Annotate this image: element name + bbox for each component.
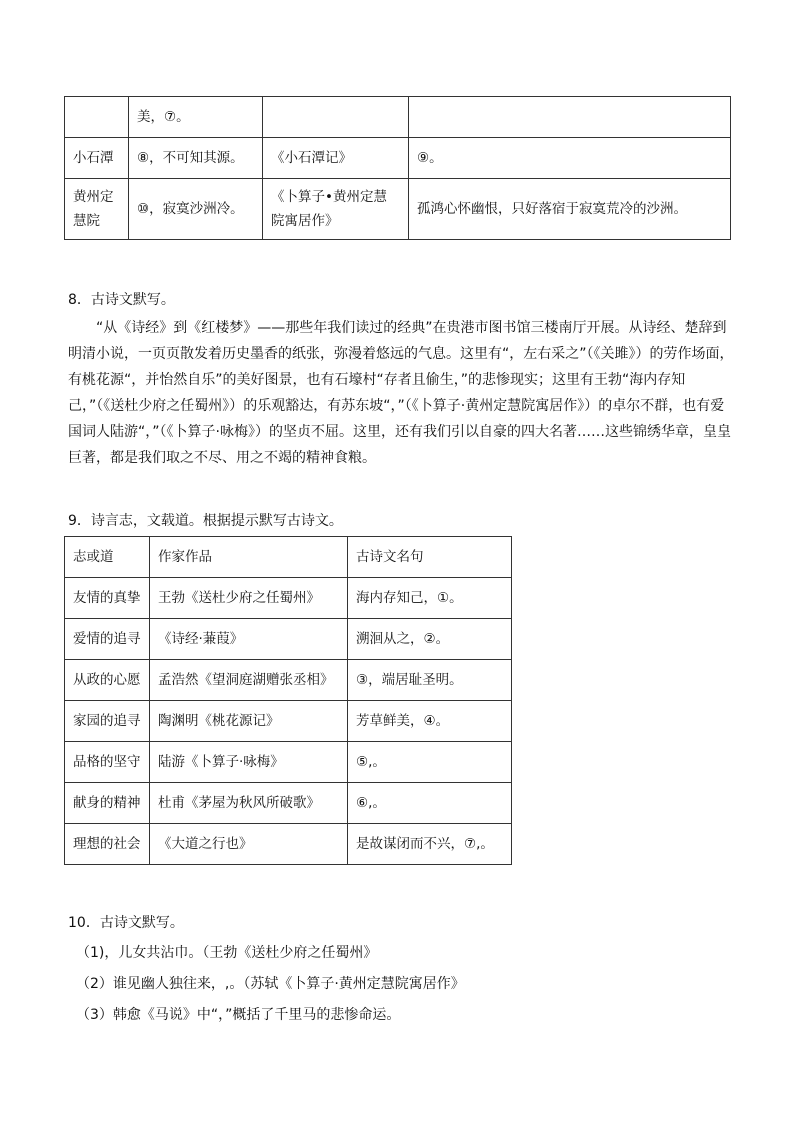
table-cell: ⑥,。 (348, 783, 512, 824)
table-cell: 孤鸿心怀幽恨，只好落宿于寂寞荒冷的沙洲。 (409, 179, 731, 240)
poem-table (64, 536, 512, 865)
column-header: 古诗文名句 (348, 537, 512, 578)
table-row (65, 138, 731, 179)
table-cell: 杜甫《茅屋为秋风所破歌》 (150, 783, 348, 824)
poem-table-continued (64, 96, 731, 240)
table-row (65, 619, 512, 660)
table-row (65, 179, 731, 240)
table-row (65, 701, 512, 742)
table-cell: 孟浩然《望洞庭湖赠张丞相》 (150, 660, 348, 701)
table-cell: 爱情的追寻 (65, 619, 150, 660)
table-cell: 王勃《送杜少府之任蜀州》 (150, 578, 348, 619)
table-cell: 黄州定慧院 (65, 179, 129, 240)
q10-item-2: （2）谁见幽人独往来，,。（苏轼《卜算子·黄州定慧院寓居作》 (76, 976, 465, 992)
table-cell: 友情的真挚 (65, 578, 150, 619)
table-cell (263, 97, 409, 138)
table-cell: 芳草鲜美，④。 (348, 701, 512, 742)
table-row (65, 660, 512, 701)
table-cell: 理想的社会 (65, 824, 150, 865)
table-cell: ⑧，不可知其源。 (129, 138, 263, 179)
table-cell: 陶渊明《桃花源记》 (150, 701, 348, 742)
table-header-row (65, 537, 512, 578)
table-cell: ⑨。 (409, 138, 731, 179)
table-row (65, 578, 512, 619)
table-cell: ③，端居耻圣明。 (348, 660, 512, 701)
table-row (65, 742, 512, 783)
table-cell: ⑩，寂寞沙洲冷。 (129, 179, 263, 240)
table-cell: ⑤,。 (348, 742, 512, 783)
table-cell: 溯洄从之，②。 (348, 619, 512, 660)
table-cell (409, 97, 731, 138)
q10-item-1: （1)，儿女共沾巾。（王勃《送杜少府之任蜀州》 (76, 945, 378, 961)
table-cell: 海内存知己，①。 (348, 578, 512, 619)
table-cell: 《卜算子•黄州定慧院寓居作》 (263, 179, 409, 240)
table-cell (65, 97, 129, 138)
column-header: 志或道 (65, 537, 150, 578)
table-cell: 家园的追寻 (65, 701, 150, 742)
table-row (65, 97, 731, 138)
table-cell: 美，⑦。 (129, 97, 263, 138)
column-header: 作家作品 (150, 537, 348, 578)
q8-body: “从《诗经》到《红楼梦》——那些年我们读过的经典”在贵港市图书馆三楼南厅开展。从诗经、楚辞到明清小说，一页页散发着历史墨香的纸张，弥漫着悠远的气息。这里有“，左右采之”（《关雎》）的劳作场面，有桃花源“，并怡然自乐”的美好图景，也有石壕村“存者且偷生，”的悲惨现实；这里有王勃“海内存知己，”（《送杜少府之任蜀州》）的乐观豁达，有苏东坡“，”（《卜算子·黄州定慧院寓居作》）的卓尔不群，也有爱国词人陆游“，”（《卜算子·咏梅》）的坚贞不屈。这里，还有我们引以自豪的四大名著……这些锦绣华章，皇皇巨著，都是我们取之不尽、用之不竭的精神食粮。 (68, 320, 734, 466)
table-cell: 品格的坚守 (65, 742, 150, 783)
table-cell: 从政的心愿 (65, 660, 150, 701)
table-row (65, 783, 512, 824)
table-cell: 陆游《卜算子·咏梅》 (150, 742, 348, 783)
q9-title: 9．诗言志，文载道。根据提示默写古诗文。 (68, 513, 343, 529)
q8-title: 8．古诗文默写。 (68, 292, 175, 308)
table-cell: 《大道之行也》 (150, 824, 348, 865)
table-cell: 是故谋闭而不兴，⑦,。 (348, 824, 512, 865)
table-cell: 《小石潭记》 (263, 138, 409, 179)
q10-item-3: （3）韩愈《马说》中“，”概括了千里马的悲惨命运。 (76, 1007, 401, 1023)
table-row (65, 824, 512, 865)
table-cell: 《诗经·蒹葭》 (150, 619, 348, 660)
table-cell: 小石潭 (65, 138, 129, 179)
table-cell: 献身的精神 (65, 783, 150, 824)
q10-title: 10．古诗文默写。 (68, 915, 184, 931)
